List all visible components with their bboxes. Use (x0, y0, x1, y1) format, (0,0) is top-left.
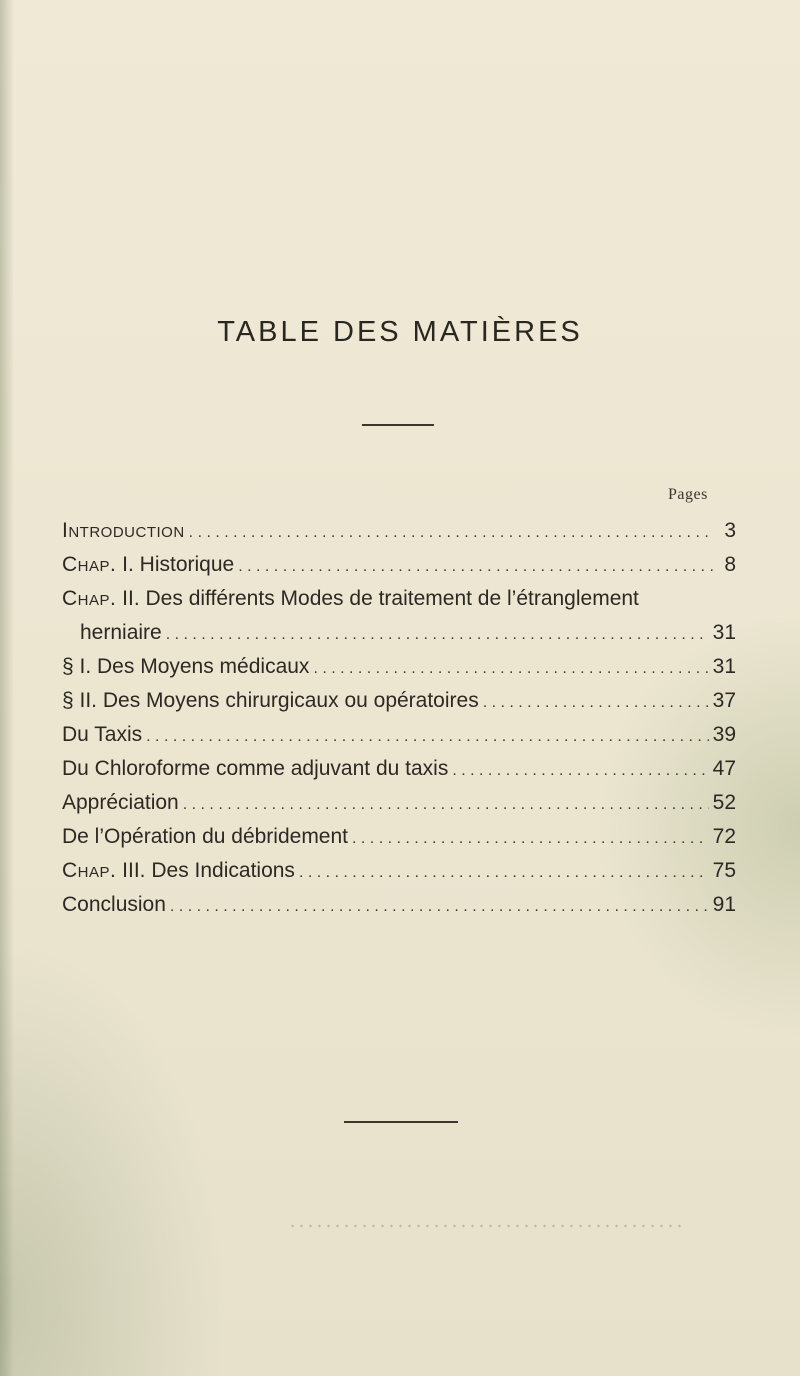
toc-entry (62, 786, 736, 820)
toc-entry-page: 75 (712, 859, 736, 882)
leader-dots (166, 618, 709, 652)
leader-dots (189, 516, 714, 550)
leader-dots (170, 890, 709, 924)
toc-entry (62, 582, 736, 616)
toc-entry-label: Conclusion (62, 893, 166, 916)
toc-entry-page: 8 (724, 553, 736, 576)
paper-specks (288, 1222, 684, 1230)
leader-dots (183, 788, 709, 822)
toc-entry (62, 684, 736, 718)
page-title: TABLE DES MATIÈRES (217, 316, 583, 348)
pages-column-label: Pages (668, 486, 708, 503)
toc-entry (62, 514, 736, 548)
toc-entry-page: 91 (712, 893, 736, 916)
chapter-prefix: Chap. (62, 587, 117, 610)
chapter-prefix: Chap. (62, 859, 117, 882)
toc-entry-label: Appréciation (62, 791, 179, 814)
toc-entry (62, 888, 736, 922)
toc-entry-text: II. Des différents Modes de traitement de l’étranglement (116, 587, 639, 610)
toc-entry (62, 752, 736, 786)
toc-entry-continuation (62, 616, 736, 650)
leader-dots (452, 754, 708, 788)
toc-entry-label: De l’Opération du débridement (62, 825, 349, 848)
toc-entry-page: 47 (712, 757, 736, 780)
leader-dots (238, 550, 714, 584)
toc-entry (62, 820, 736, 854)
leader-dots (299, 856, 709, 890)
toc-entry-label: § I. Des Moyens médicaux (62, 655, 310, 678)
toc-entry-label: Introduction (62, 519, 185, 542)
toc-entry (62, 854, 736, 888)
toc-entry-label: § II. Des Moyens chirurgicaux ou opératoires (62, 689, 479, 712)
toc-entry (62, 718, 736, 752)
toc-entry-text: III. Des Indications (116, 859, 295, 882)
toc-entry-page: 31 (712, 655, 736, 678)
leader-dots (146, 720, 708, 754)
toc-entry-page: 72 (712, 825, 736, 848)
toc-entry-label (62, 548, 234, 582)
toc-entry-page: 37 (712, 689, 736, 712)
toc-entry-label (62, 854, 295, 888)
toc-entry-label: herniaire (80, 621, 162, 644)
toc-entry-label: Du Chloroforme comme adjuvant du taxis (62, 757, 449, 780)
leader-dots (313, 652, 708, 686)
toc-entry-page: 52 (712, 791, 736, 814)
toc-entry-page: 31 (712, 621, 736, 644)
toc-entry-label: Du Taxis (62, 723, 143, 746)
toc-entry (62, 650, 736, 684)
toc-entry-label (62, 582, 639, 616)
chapter-prefix: Chap. (62, 553, 117, 576)
leader-dots (483, 686, 709, 720)
leader-dots (352, 822, 709, 856)
title-rule (362, 424, 434, 426)
table-of-contents (62, 514, 736, 922)
toc-entry-page: 3 (724, 519, 736, 542)
toc-entry (62, 548, 736, 582)
toc-entry-text: I. Historique (116, 553, 235, 576)
toc-entry-page: 39 (712, 723, 736, 746)
page-edge (0, 0, 14, 1376)
closing-rule (344, 1121, 458, 1123)
